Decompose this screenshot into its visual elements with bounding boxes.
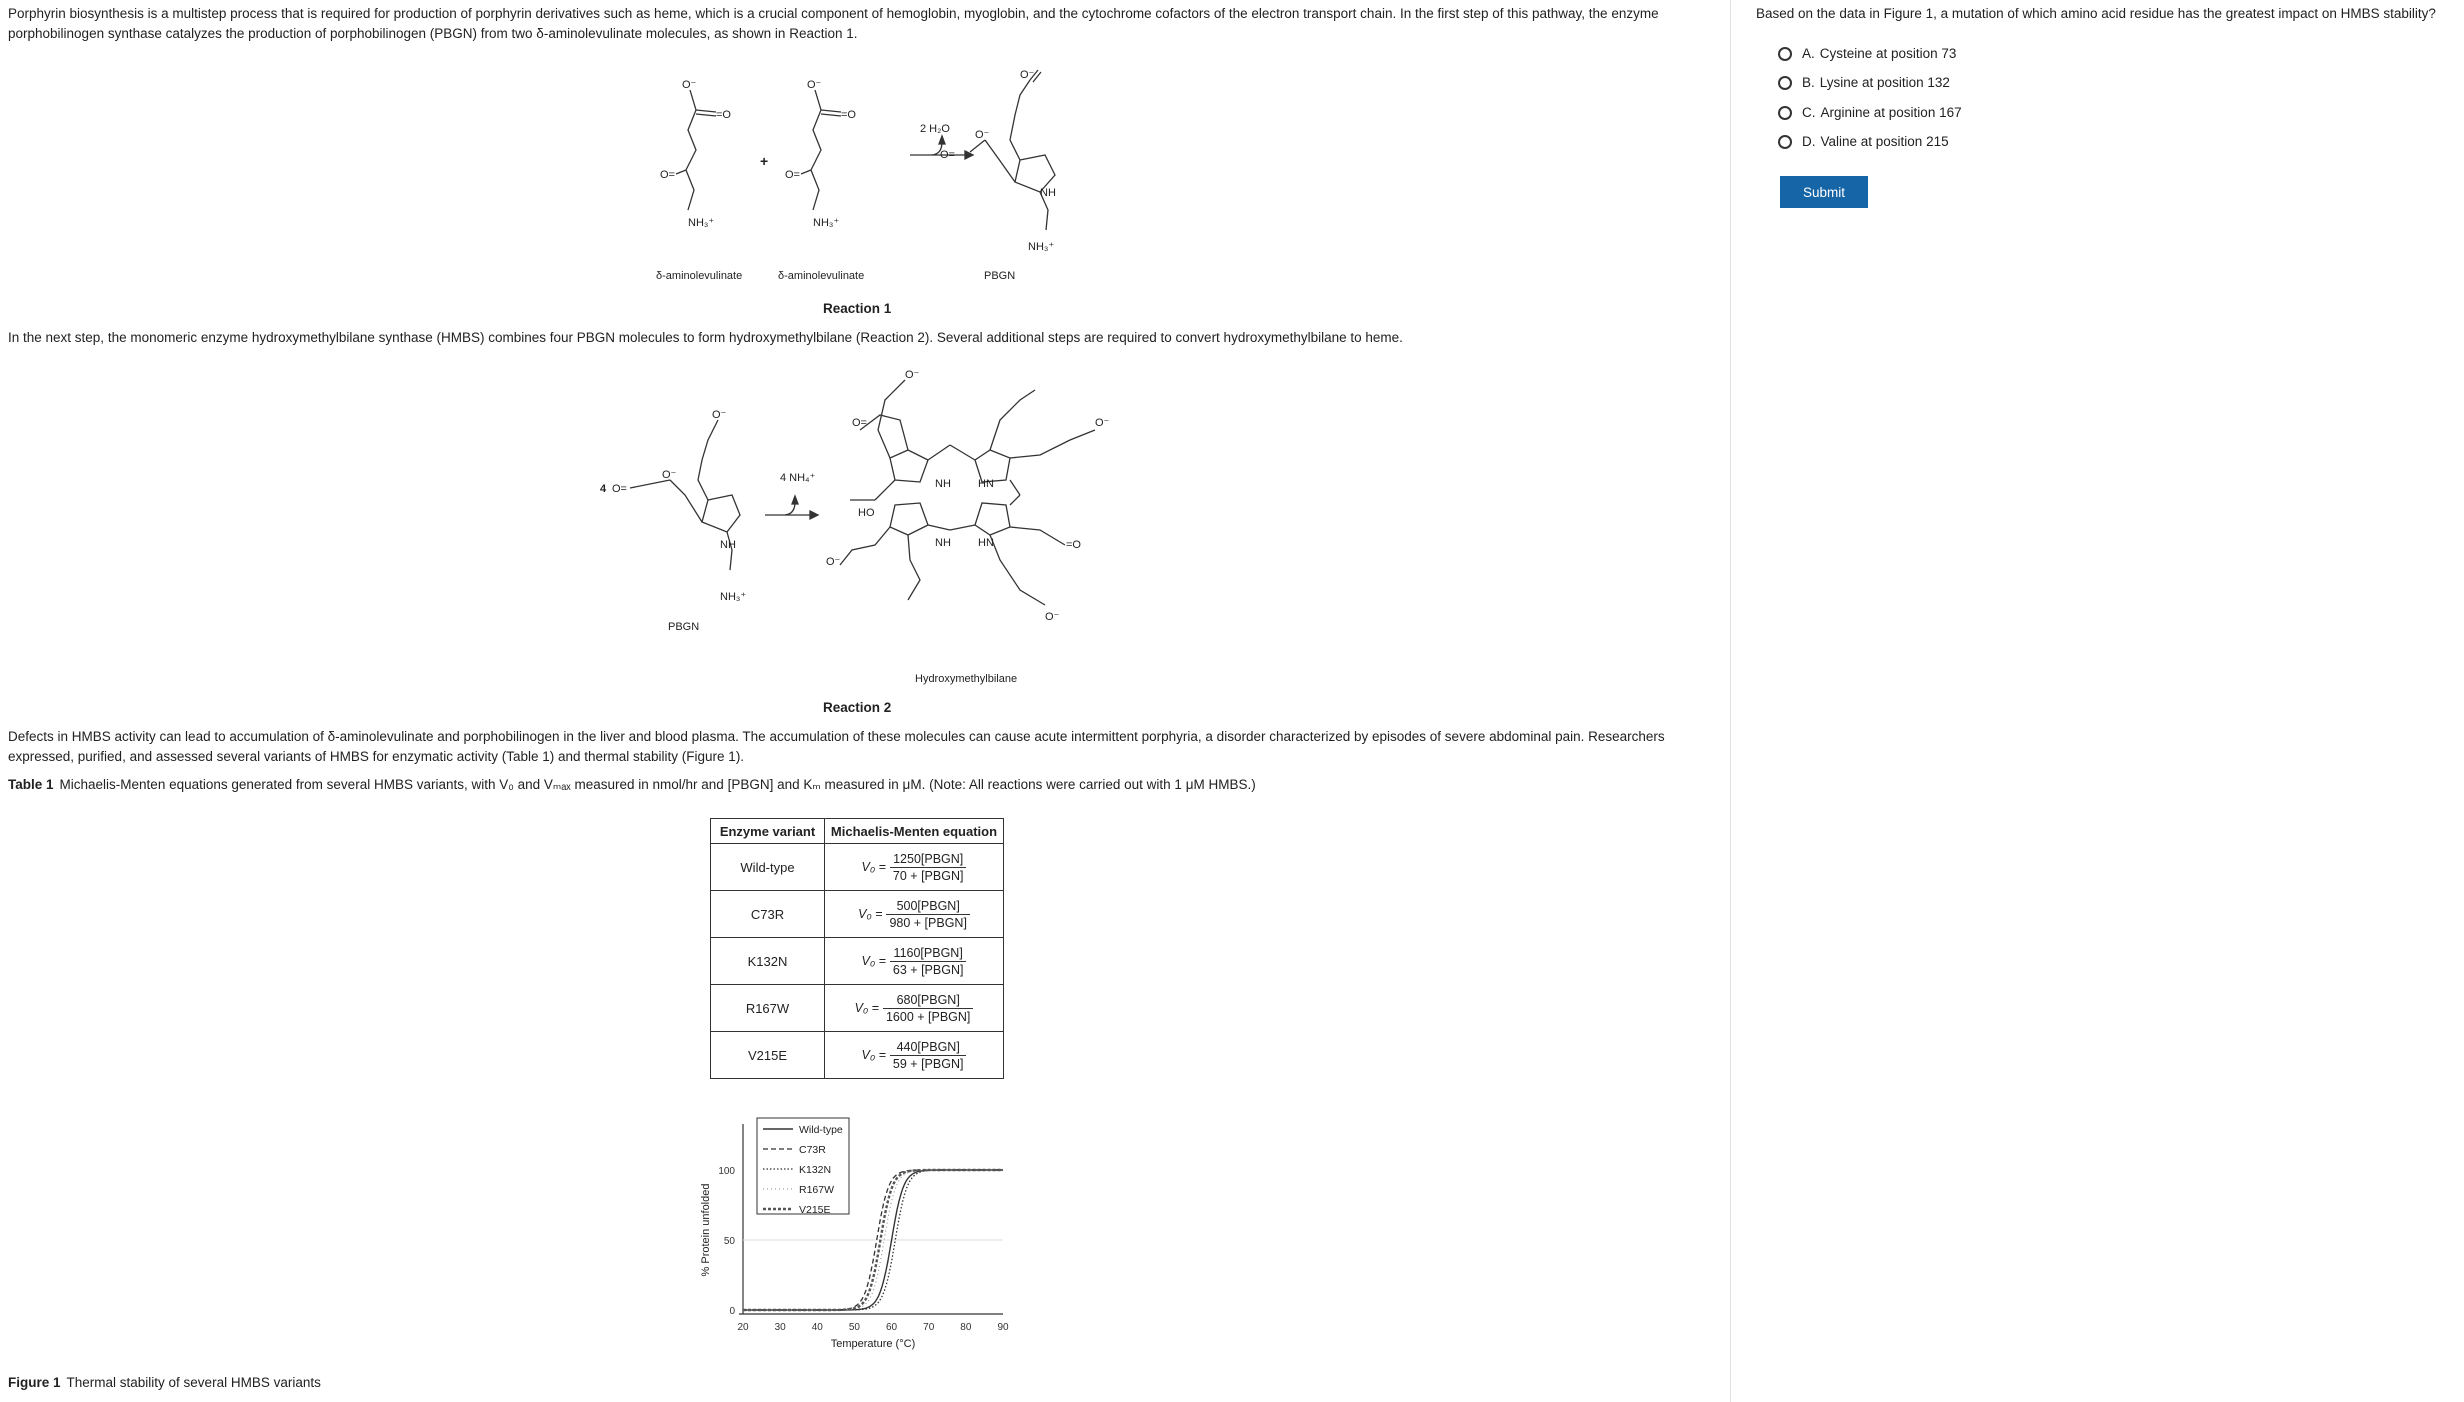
- product-label: Hydroxymethylbilane: [915, 673, 1018, 685]
- atom-label: HN: [978, 478, 994, 490]
- answer-option-d[interactable]: [1778, 134, 1949, 149]
- atom-label: NH: [1040, 187, 1056, 199]
- coefficient: 4: [600, 483, 607, 495]
- atom-label: O⁻: [905, 369, 920, 381]
- equation-cell: [825, 891, 1004, 938]
- variant-cell: C73R: [711, 891, 825, 938]
- option-letter: B.: [1802, 75, 1815, 90]
- atom-label: O⁻: [975, 129, 990, 141]
- table-row: [711, 844, 1004, 891]
- atom-label: NH₃⁺: [720, 591, 747, 603]
- y-tick-label: 0: [729, 1306, 735, 1317]
- radio-button[interactable]: [1778, 135, 1792, 149]
- answer-option-b[interactable]: [1778, 75, 1950, 90]
- x-tick-label: 70: [923, 1322, 935, 1333]
- submit-button[interactable]: Submit: [1780, 176, 1868, 208]
- atom-label: O⁻: [1095, 417, 1110, 429]
- x-tick-label: 50: [848, 1322, 860, 1333]
- atom-label: O⁻: [1020, 69, 1035, 81]
- answer-option-c[interactable]: [1778, 105, 1962, 120]
- legend-label: Wild-type: [799, 1124, 843, 1136]
- x-tick-label: 60: [886, 1322, 898, 1333]
- atom-label: O⁻: [807, 79, 822, 91]
- v0-label: V₀ =: [861, 860, 886, 874]
- atom-label: =O: [1066, 539, 1081, 551]
- passage-paragraph-3: Defects in HMBS activity can lead to accumulation of δ-aminolevulinate and porphobilinogen in the liver and blood plasma. The accumulation of these molecules can cause acute intermittent porphyria, a disorder characterized by episodes of severe abdominal pain. Researchers expressed, purified, and assessed several variants of HMBS for enzymatic activity (Table 1) and thermal stability (Figure 1).: [8, 729, 1665, 764]
- reactant-label: PBGN: [668, 621, 700, 633]
- table-row: [711, 985, 1004, 1032]
- table-1-caption-text: Michaelis-Menten equations generated from several HMBS variants, with V₀ and Vₘₐₓ measured in nmol/hr and [PBGN] and Kₘ measured in μM. (Note: All reactions were carried out with 1 μM HMBS.): [59, 777, 1256, 792]
- x-axis-label: Temperature (°C): [830, 1338, 916, 1350]
- atom-label: O=: [612, 483, 627, 495]
- passage-paragraph-1: Porphyrin biosynthesis is a multistep process that is required for production of porphyrin derivatives such as heme, which is a crucial component of hemoglobin, myoglobin, and the cytochrome cofactors of the electron transport chain. In the first step of this pathway, the enzyme porphobilinogen synthase catalyzes the production of porphobilinogen (PBGN) from two δ-aminolevulinate molecules, as shown in Reaction 1.: [8, 6, 1659, 41]
- equation-cell: [825, 985, 1004, 1032]
- equation-numerator: 1160[PBGN]: [890, 946, 967, 962]
- figure-1-caption: [8, 1375, 321, 1390]
- atom-label: O⁻: [1045, 611, 1060, 623]
- radio-button[interactable]: [1778, 47, 1792, 61]
- radio-button[interactable]: [1778, 106, 1792, 120]
- reactant-label: δ-aminolevulinate: [778, 270, 865, 282]
- equation-denominator: 1600 + [PBGN]: [885, 1009, 971, 1024]
- table-1-caption: [8, 777, 1256, 793]
- michaelis-menten-table: [710, 818, 1004, 1079]
- table-header-variant: Enzyme variant: [711, 819, 825, 844]
- radio-button[interactable]: [1778, 76, 1792, 90]
- answer-option-a[interactable]: [1778, 46, 1956, 61]
- y-axis-label: % Protein unfolded: [700, 1183, 712, 1277]
- atom-label: NH: [720, 539, 736, 551]
- x-tick-label: 80: [960, 1322, 972, 1333]
- product-label: PBGN: [984, 270, 1016, 282]
- atom-label: HN: [978, 537, 994, 549]
- atom-label: O=: [940, 149, 955, 161]
- y-tick-label: 50: [723, 1236, 735, 1247]
- x-tick-label: 30: [774, 1322, 786, 1333]
- equation-cell: [825, 844, 1004, 891]
- atom-label: O⁻: [826, 556, 841, 568]
- option-letter: C.: [1802, 105, 1816, 120]
- legend-label: C73R: [799, 1144, 826, 1156]
- equation-numerator: 500[PBGN]: [886, 899, 969, 915]
- atom-label: NH₃⁺: [813, 217, 840, 229]
- option-letter: D.: [1802, 134, 1816, 149]
- legend-label: V215E: [799, 1204, 831, 1216]
- equation-cell: [825, 1032, 1004, 1079]
- equation-numerator: 680[PBGN]: [883, 993, 973, 1009]
- legend-label: R167W: [799, 1184, 835, 1196]
- reaction-2-diagram: [590, 360, 1150, 690]
- atom-label: O=: [852, 417, 867, 429]
- ammonia-label: 4 NH₄⁺: [780, 472, 816, 484]
- atom-label: NH₃⁺: [688, 217, 715, 229]
- atom-label: O=: [660, 169, 675, 181]
- option-letter: A.: [1802, 46, 1815, 61]
- atom-label: =O: [841, 109, 856, 121]
- v0-label: V₀ =: [861, 1048, 886, 1062]
- equation-numerator: 440[PBGN]: [890, 1040, 967, 1056]
- atom-label: NH₃⁺: [1028, 241, 1055, 253]
- reactant-label: δ-aminolevulinate: [656, 270, 743, 282]
- option-text: Cysteine at position 73: [1819, 46, 1957, 61]
- question-prompt: Based on the data in Figure 1, a mutation of which amino acid residue has the greatest impact on HMBS stability?: [1756, 6, 2436, 21]
- reaction-1-diagram: [620, 60, 1100, 320]
- atom-label: NH: [935, 478, 951, 490]
- reaction-2-label: Reaction 2: [823, 700, 892, 715]
- equation-denominator: 70 + [PBGN]: [892, 868, 964, 883]
- plus-sign: +: [760, 153, 769, 169]
- x-tick-label: 40: [811, 1322, 823, 1333]
- equation-cell: [825, 938, 1004, 985]
- variant-cell: Wild-type: [711, 844, 825, 891]
- equation-numerator: 1250[PBGN]: [890, 852, 967, 868]
- figure-1-caption-label: Figure 1: [8, 1375, 61, 1390]
- passage-paragraph-2: In the next step, the monomeric enzyme hydroxymethylbilane synthase (HMBS) combines four PBGN molecules to form hydroxymethylbilane (Reaction 2). Several additional steps are required to convert hydroxymethylbilane to heme.: [8, 330, 1403, 345]
- variant-cell: V215E: [711, 1032, 825, 1079]
- atom-label: O⁻: [662, 469, 677, 481]
- equation-denominator: 63 + [PBGN]: [892, 962, 964, 977]
- panel-divider: [1730, 0, 1731, 1402]
- atom-label: O⁻: [712, 409, 727, 421]
- atom-label: HO: [858, 507, 875, 519]
- variant-cell: R167W: [711, 985, 825, 1032]
- x-tick-label: 90: [997, 1322, 1009, 1333]
- atom-label: =O: [716, 109, 731, 121]
- water-label: 2 H₂O: [920, 123, 950, 135]
- option-text: Valine at position 215: [1820, 134, 1949, 149]
- table-1-caption-label: Table 1: [8, 777, 54, 792]
- v0-label: V₀ =: [854, 1001, 879, 1015]
- option-text: Arginine at position 167: [1820, 105, 1962, 120]
- atom-label: O⁻: [682, 79, 697, 91]
- equation-denominator: 980 + [PBGN]: [889, 915, 967, 930]
- v0-label: V₀ =: [858, 907, 883, 921]
- thermal-stability-chart: [695, 1110, 1025, 1360]
- legend-label: K132N: [799, 1164, 832, 1176]
- figure-1-caption-text: Thermal stability of several HMBS variants: [66, 1375, 321, 1390]
- option-text: Lysine at position 132: [1819, 75, 1950, 90]
- table-header-equation: Michaelis-Menten equation: [825, 819, 1004, 844]
- atom-label: O=: [785, 169, 800, 181]
- atom-label: NH: [935, 537, 951, 549]
- equation-denominator: 59 + [PBGN]: [892, 1056, 964, 1071]
- table-row: [711, 938, 1004, 985]
- v0-label: V₀ =: [861, 954, 886, 968]
- x-tick-label: 20: [737, 1322, 749, 1333]
- variant-cell: K132N: [711, 938, 825, 985]
- y-tick-label: 100: [718, 1166, 735, 1177]
- reaction-1-label: Reaction 1: [823, 301, 892, 316]
- table-row: [711, 891, 1004, 938]
- table-row: [711, 1032, 1004, 1079]
